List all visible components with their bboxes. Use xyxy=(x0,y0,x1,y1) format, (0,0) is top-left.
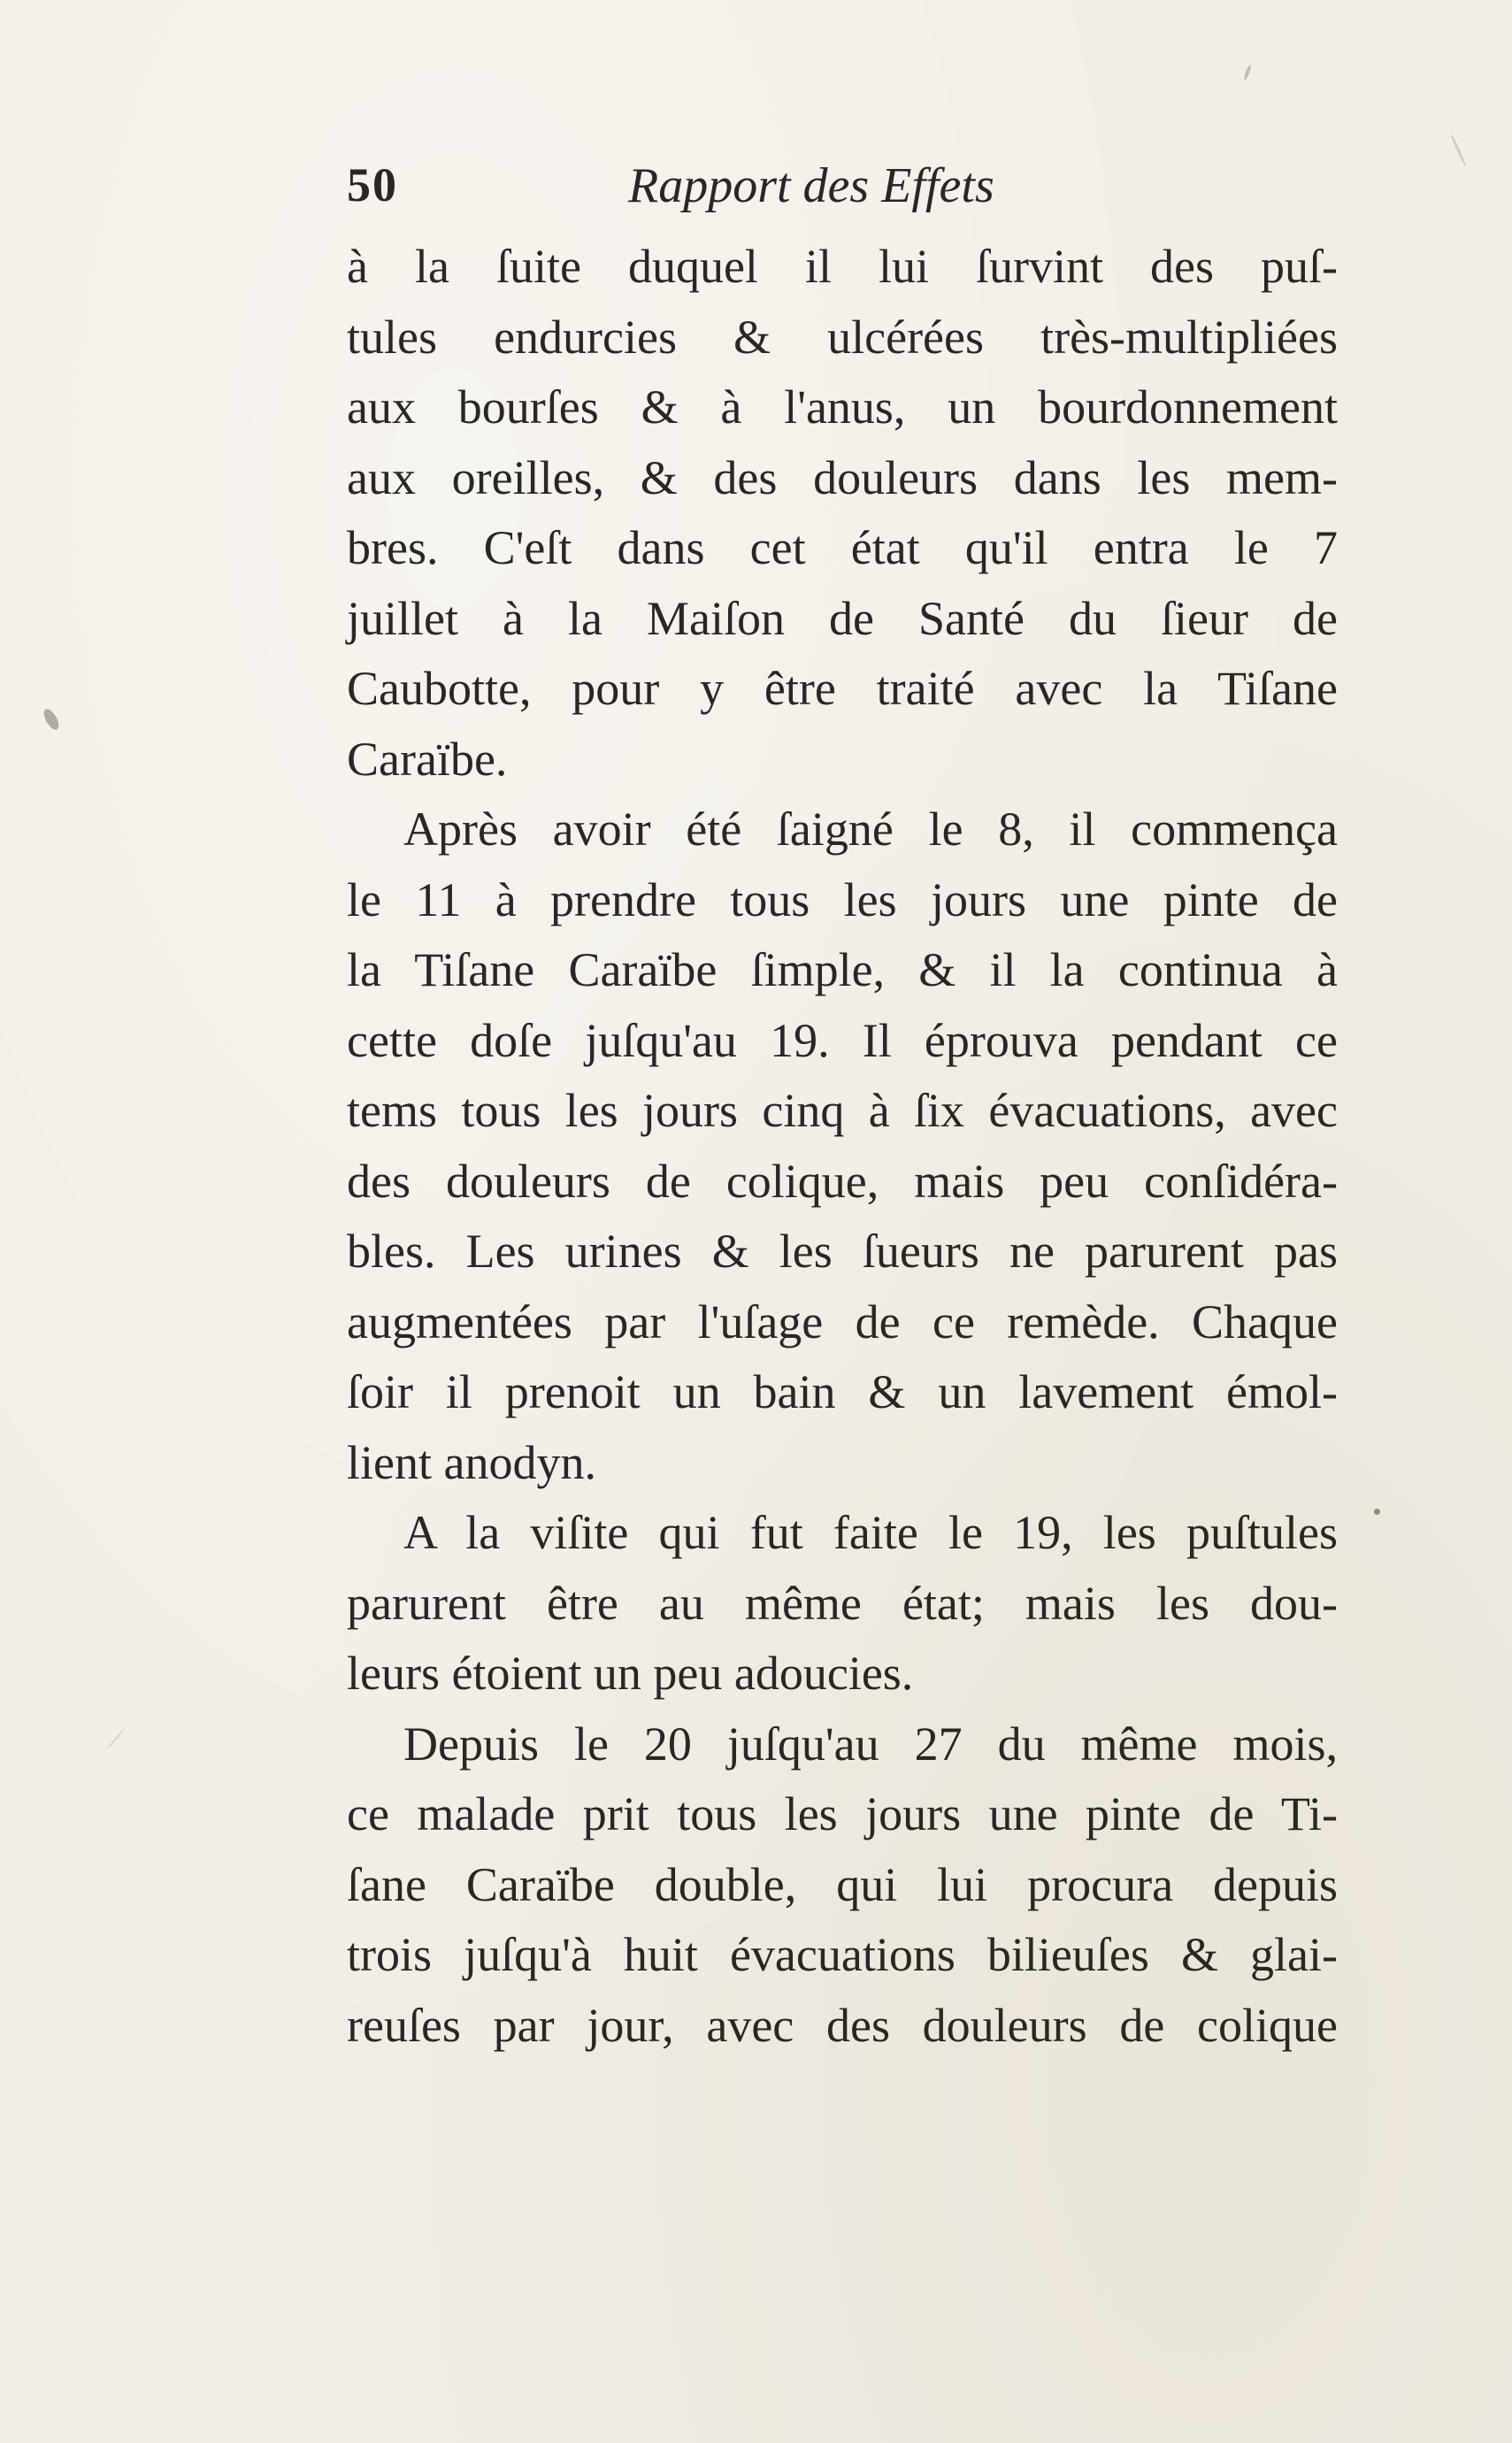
paragraph xyxy=(347,795,1338,1498)
text-line: aux oreilles, & des douleurs dans les mem- xyxy=(347,450,1338,504)
text-line: aux bourſes & à l'anus, un bourdonnement xyxy=(347,380,1338,434)
text-line: Depuis le 20 juſqu'au 27 du même mois, xyxy=(403,1717,1338,1771)
text-line: à la ſuite duquel il lui ſurvint des puſ- xyxy=(347,240,1338,293)
page-number: 50 xyxy=(347,158,398,211)
paper-speck xyxy=(107,1728,126,1749)
paper-speck xyxy=(1374,1509,1380,1515)
text-line: le 11 à prendre tous les jours une pinte de xyxy=(347,872,1338,926)
paragraph xyxy=(347,1709,1338,2062)
text-line: tems tous les jours cinq à ſix évacuations, avec xyxy=(347,1084,1338,1137)
body-text xyxy=(347,232,1338,2061)
text-line: bles. Les urines & les ſueurs ne parurent pas xyxy=(347,1225,1338,1278)
text-line: A la viſite qui fut faite le 19, les puſtules xyxy=(403,1506,1338,1559)
text-line: trois juſqu'à huit évacuations bilieuſes & glai- xyxy=(347,1928,1338,1981)
text-line: juillet à la Maiſon de Santé du ſieur de xyxy=(347,591,1338,645)
text-line: parurent être au même état; mais les dou- xyxy=(347,1576,1338,1630)
paper-speck xyxy=(1243,65,1252,81)
text-line: cette doſe juſqu'au 19. Il éprouva pendant ce xyxy=(347,1013,1338,1067)
text-line: la Tiſane Caraïbe ſimple, & il la continua à xyxy=(347,943,1338,996)
text-line: ſoir il prenoit un bain & un lavement émol- xyxy=(347,1365,1338,1418)
text-line: Caubotte, pour y être traité avec la Tiſane xyxy=(347,662,1338,715)
text-line: bres. C'eſt dans cet état qu'il entra le 7 xyxy=(347,521,1338,574)
text-line: ſane Caraïbe double, qui lui procura depuis xyxy=(347,1857,1338,1911)
page-header xyxy=(347,157,1338,219)
text-line: reuſes par jour, avec des douleurs de colique xyxy=(347,1998,1338,2052)
text-line: lient anodyn. xyxy=(347,1435,596,1489)
text-line: tules endurcies & ulcérées très-multipliées xyxy=(347,310,1338,364)
text-line: leurs étoient un peu adoucies. xyxy=(347,1647,914,1700)
running-title: Rapport des Effets xyxy=(628,158,994,213)
text-line: ce malade prit tous les jours une pinte de Ti- xyxy=(347,1787,1338,1840)
paragraph xyxy=(347,1498,1338,1709)
paper-speck xyxy=(1450,134,1468,167)
text-line: Caraïbe. xyxy=(347,732,508,786)
text-line: augmentées par l'uſage de ce remède. Chaque xyxy=(347,1294,1338,1348)
text-line: des douleurs de colique, mais peu conſidéra- xyxy=(347,1154,1338,1208)
paragraph xyxy=(347,232,1338,795)
paper-speck xyxy=(41,707,61,733)
text-line: Après avoir été ſaigné le 8, il commença xyxy=(403,803,1338,856)
